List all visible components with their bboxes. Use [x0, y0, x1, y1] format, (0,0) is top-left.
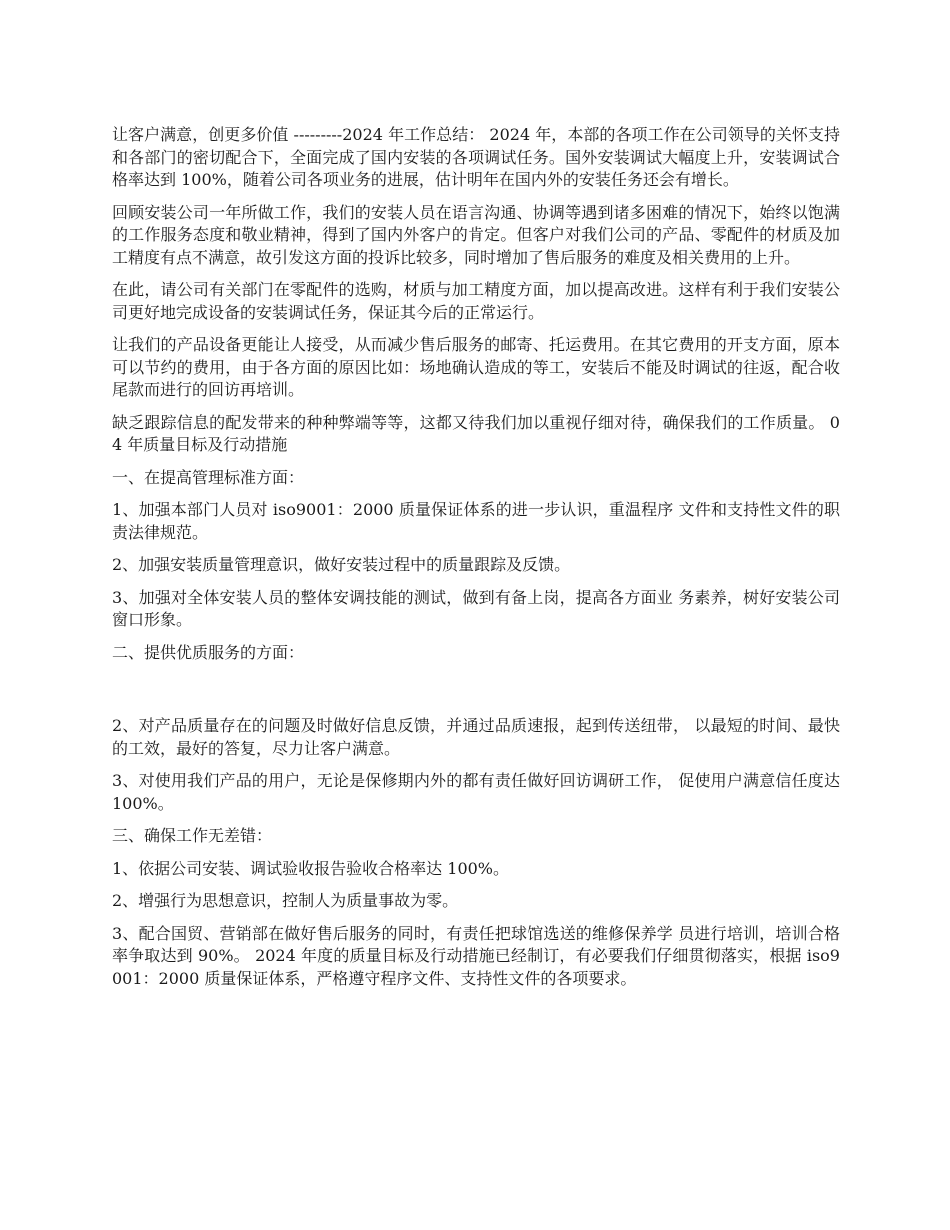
list-item: 3、对使用我们产品的用户，无论是保修期内外的都有责任做好回访调研工作， 促使用户满意信任度达 100%。 [112, 771, 840, 813]
list-item: 2、对产品质量存在的问题及时做好信息反馈，并通过品质速报，起到传送纽带， 以最短的时间、最快的工效，最好的答复，尽力让客户满意。 [112, 716, 840, 758]
section-heading-accuracy: 三、确保工作无差错： [112, 826, 273, 845]
paragraph-tracking: 缺乏跟踪信息的配发带来的种种弊端等等，这都又待我们加以重视仔细对待，确保我们的工作质量。 04 年质量目标及行动措施 [112, 412, 840, 454]
list-item: 2、增强行为思想意识，控制人为质量事故为零。 [112, 891, 459, 910]
paragraph-intro: 让客户满意，创更多价值 ---------2024 年工作总结： 2024 年，本部的各项工作在公司领导的关怀支持和各部门的密切配合下，全面完成了国内安装的各项调试任务。国外安装调试大幅度上升，安装调试合格率达到 100%，随着公司各项业务的进展，估计明年在国内外的安装任务还会有增长。 [112, 125, 840, 189]
list-item: 2、加强安装质量管理意识，做好安装过程中的质量跟踪及反馈。 [112, 555, 571, 574]
section-heading-management: 一、在提高管理标准方面： [112, 467, 305, 487]
section-heading-service: 二、提供优质服务的方面： [112, 642, 305, 662]
list-item: 1、依据公司安装、调试验收报告验收合格率达 100%。 [112, 858, 510, 878]
paragraph-review: 回顾安装公司一年所做工作，我们的安装人员在语言沟通、协调等遇到诸多困难的情况下，始终以饱满的工作服务态度和敬业精神，得到了国内外客户的肯定。但客户对我们公司的产品、零配件的材质及加工精度有点不满意，故引发这方面的投诉比较多，同时增加了售后服务的难度及相关费用的上升。 [112, 202, 840, 267]
list-item: 3、配合国贸、营销部在做好售后服务的同时，有责任把球馆选送的维修保养学 员进行培训，培训合格率争取达到 90%。 2024 年度的质量目标及行动措施已经制订，有必要我们仔细贯彻落实，根据 iso9001：2000 质量保证体系，严格遵守程序文件、支持性文件的各项要求。 [112, 923, 840, 988]
list-item: 3、加强对全体安装人员的整体安调技能的测试，做到有备上岗，提高各方面业 务素养，树好安装公司窗口形象。 [112, 587, 840, 629]
document-body [112, 124, 840, 1000]
paragraph-costs: 让我们的产品设备更能让人接受，从而减少售后服务的邮寄、托运费用。在其它费用的开支方面，原本可以节约的费用，由于各方面的原因比如：场地确认造成的等工，安装后不能及时调试的往返，配合收尾款而进行的回访再培训。 [112, 335, 840, 399]
paragraph-request: 在此，请公司有关部门在零配件的选购，材质与加工精度方面，加以提高改进。这样有利于我们安装公司更好地完成设备的安装调试任务，保证其今后的正常运行。 [112, 280, 840, 322]
blank-gap [112, 674, 840, 715]
list-item: 1、加强本部门人员对 iso9001：2000 质量保证体系的进一步认识，重温程序 文件和支持性文件的职责法律规范。 [112, 500, 840, 542]
